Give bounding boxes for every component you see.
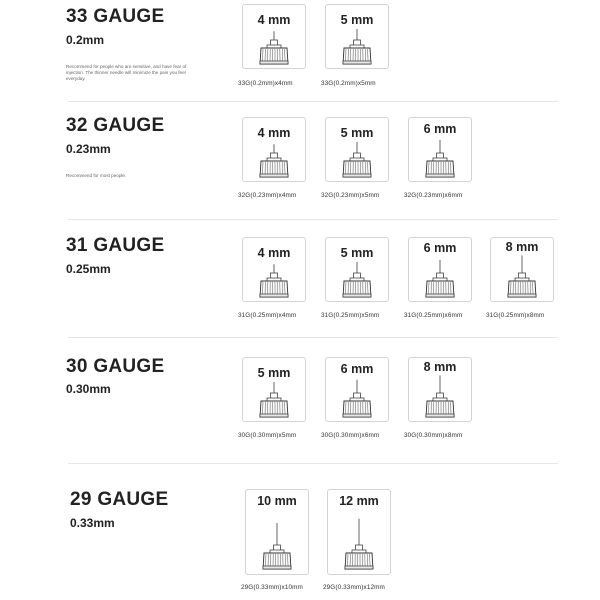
pen-needle-icon	[490, 237, 554, 303]
pen-needle-icon	[242, 357, 306, 423]
needle-caption: 31G(0.25mm)x5mm	[321, 312, 380, 319]
gauge-recommendation: Recommend for most people.	[66, 173, 127, 178]
gauge-diameter: 0.33mm	[70, 516, 115, 530]
section-divider	[68, 101, 558, 102]
pen-needle-icon	[242, 117, 306, 183]
pen-needle-icon	[242, 237, 306, 303]
needle-caption: 30G(0.30mm)x6mm	[321, 432, 380, 439]
needle-length-label: 6 mm	[423, 241, 457, 255]
needle-length-label: 10 mm	[257, 494, 297, 508]
gauge-title: 29 GAUGE	[70, 489, 169, 510]
needle-length-label: 5 mm	[340, 126, 374, 140]
needle-caption: 32G(0.23mm)x6mm	[404, 192, 463, 199]
needle-caption: 32G(0.23mm)x5mm	[321, 192, 380, 199]
gauge-diameter: 0.2mm	[66, 33, 105, 47]
needle-length-label: 4 mm	[257, 126, 291, 140]
needle-length-label: 8 mm	[505, 240, 539, 254]
needle-length-label: 6 mm	[340, 362, 374, 376]
needle-length-label: 5 mm	[340, 246, 374, 260]
gauge-recommendation: Recommend for people who are sensitive, and have fear of injection. The thinner needle will minimize the pain you feel everyday.	[66, 64, 187, 81]
needle-caption: 31G(0.25mm)x4mm	[238, 312, 297, 319]
needle-length-label: 5 mm	[340, 13, 374, 27]
needle-length-label: 6 mm	[423, 122, 457, 136]
needle-caption: 30G(0.30mm)x8mm	[404, 432, 463, 439]
needle-caption: 31G(0.25mm)x6mm	[404, 312, 463, 319]
needle-caption: 31G(0.25mm)x8mm	[486, 312, 545, 319]
pen-needle-icon	[408, 357, 472, 423]
needle-length-label: 8 mm	[423, 360, 457, 374]
pen-needle-icon	[327, 489, 391, 575]
needle-caption: 30G(0.30mm)x5mm	[238, 432, 297, 439]
section-divider	[68, 463, 558, 464]
pen-needle-icon	[325, 237, 389, 303]
section-divider	[68, 337, 558, 338]
pen-needle-icon	[325, 4, 389, 70]
section-divider	[68, 219, 558, 220]
pen-needle-icon	[242, 4, 306, 70]
needle-caption: 33G(0.2mm)x5mm	[321, 80, 376, 87]
needle-caption: 29G(0.33mm)x12mm	[323, 584, 385, 591]
needle-length-label: 12 mm	[339, 494, 379, 508]
gauge-title: 30 GAUGE	[66, 356, 165, 377]
needle-caption: 29G(0.33mm)x10mm	[241, 584, 303, 591]
gauge-title: 33 GAUGE	[66, 6, 165, 27]
pen-needle-icon	[408, 237, 472, 303]
pen-needle-icon	[325, 357, 389, 423]
needle-length-label: 4 mm	[257, 246, 291, 260]
gauge-title: 31 GAUGE	[66, 235, 165, 256]
gauge-diameter: 0.30mm	[66, 382, 111, 396]
pen-needle-icon	[408, 117, 472, 183]
pen-needle-icon	[325, 117, 389, 183]
pen-needle-icon	[245, 489, 309, 575]
needle-caption: 33G(0.2mm)x4mm	[238, 80, 293, 87]
needle-length-label: 4 mm	[257, 13, 291, 27]
needle-length-label: 5 mm	[257, 366, 291, 380]
gauge-title: 32 GAUGE	[66, 115, 165, 136]
gauge-diameter: 0.23mm	[66, 142, 111, 156]
needle-caption: 32G(0.23mm)x4mm	[238, 192, 297, 199]
gauge-diameter: 0.25mm	[66, 262, 111, 276]
